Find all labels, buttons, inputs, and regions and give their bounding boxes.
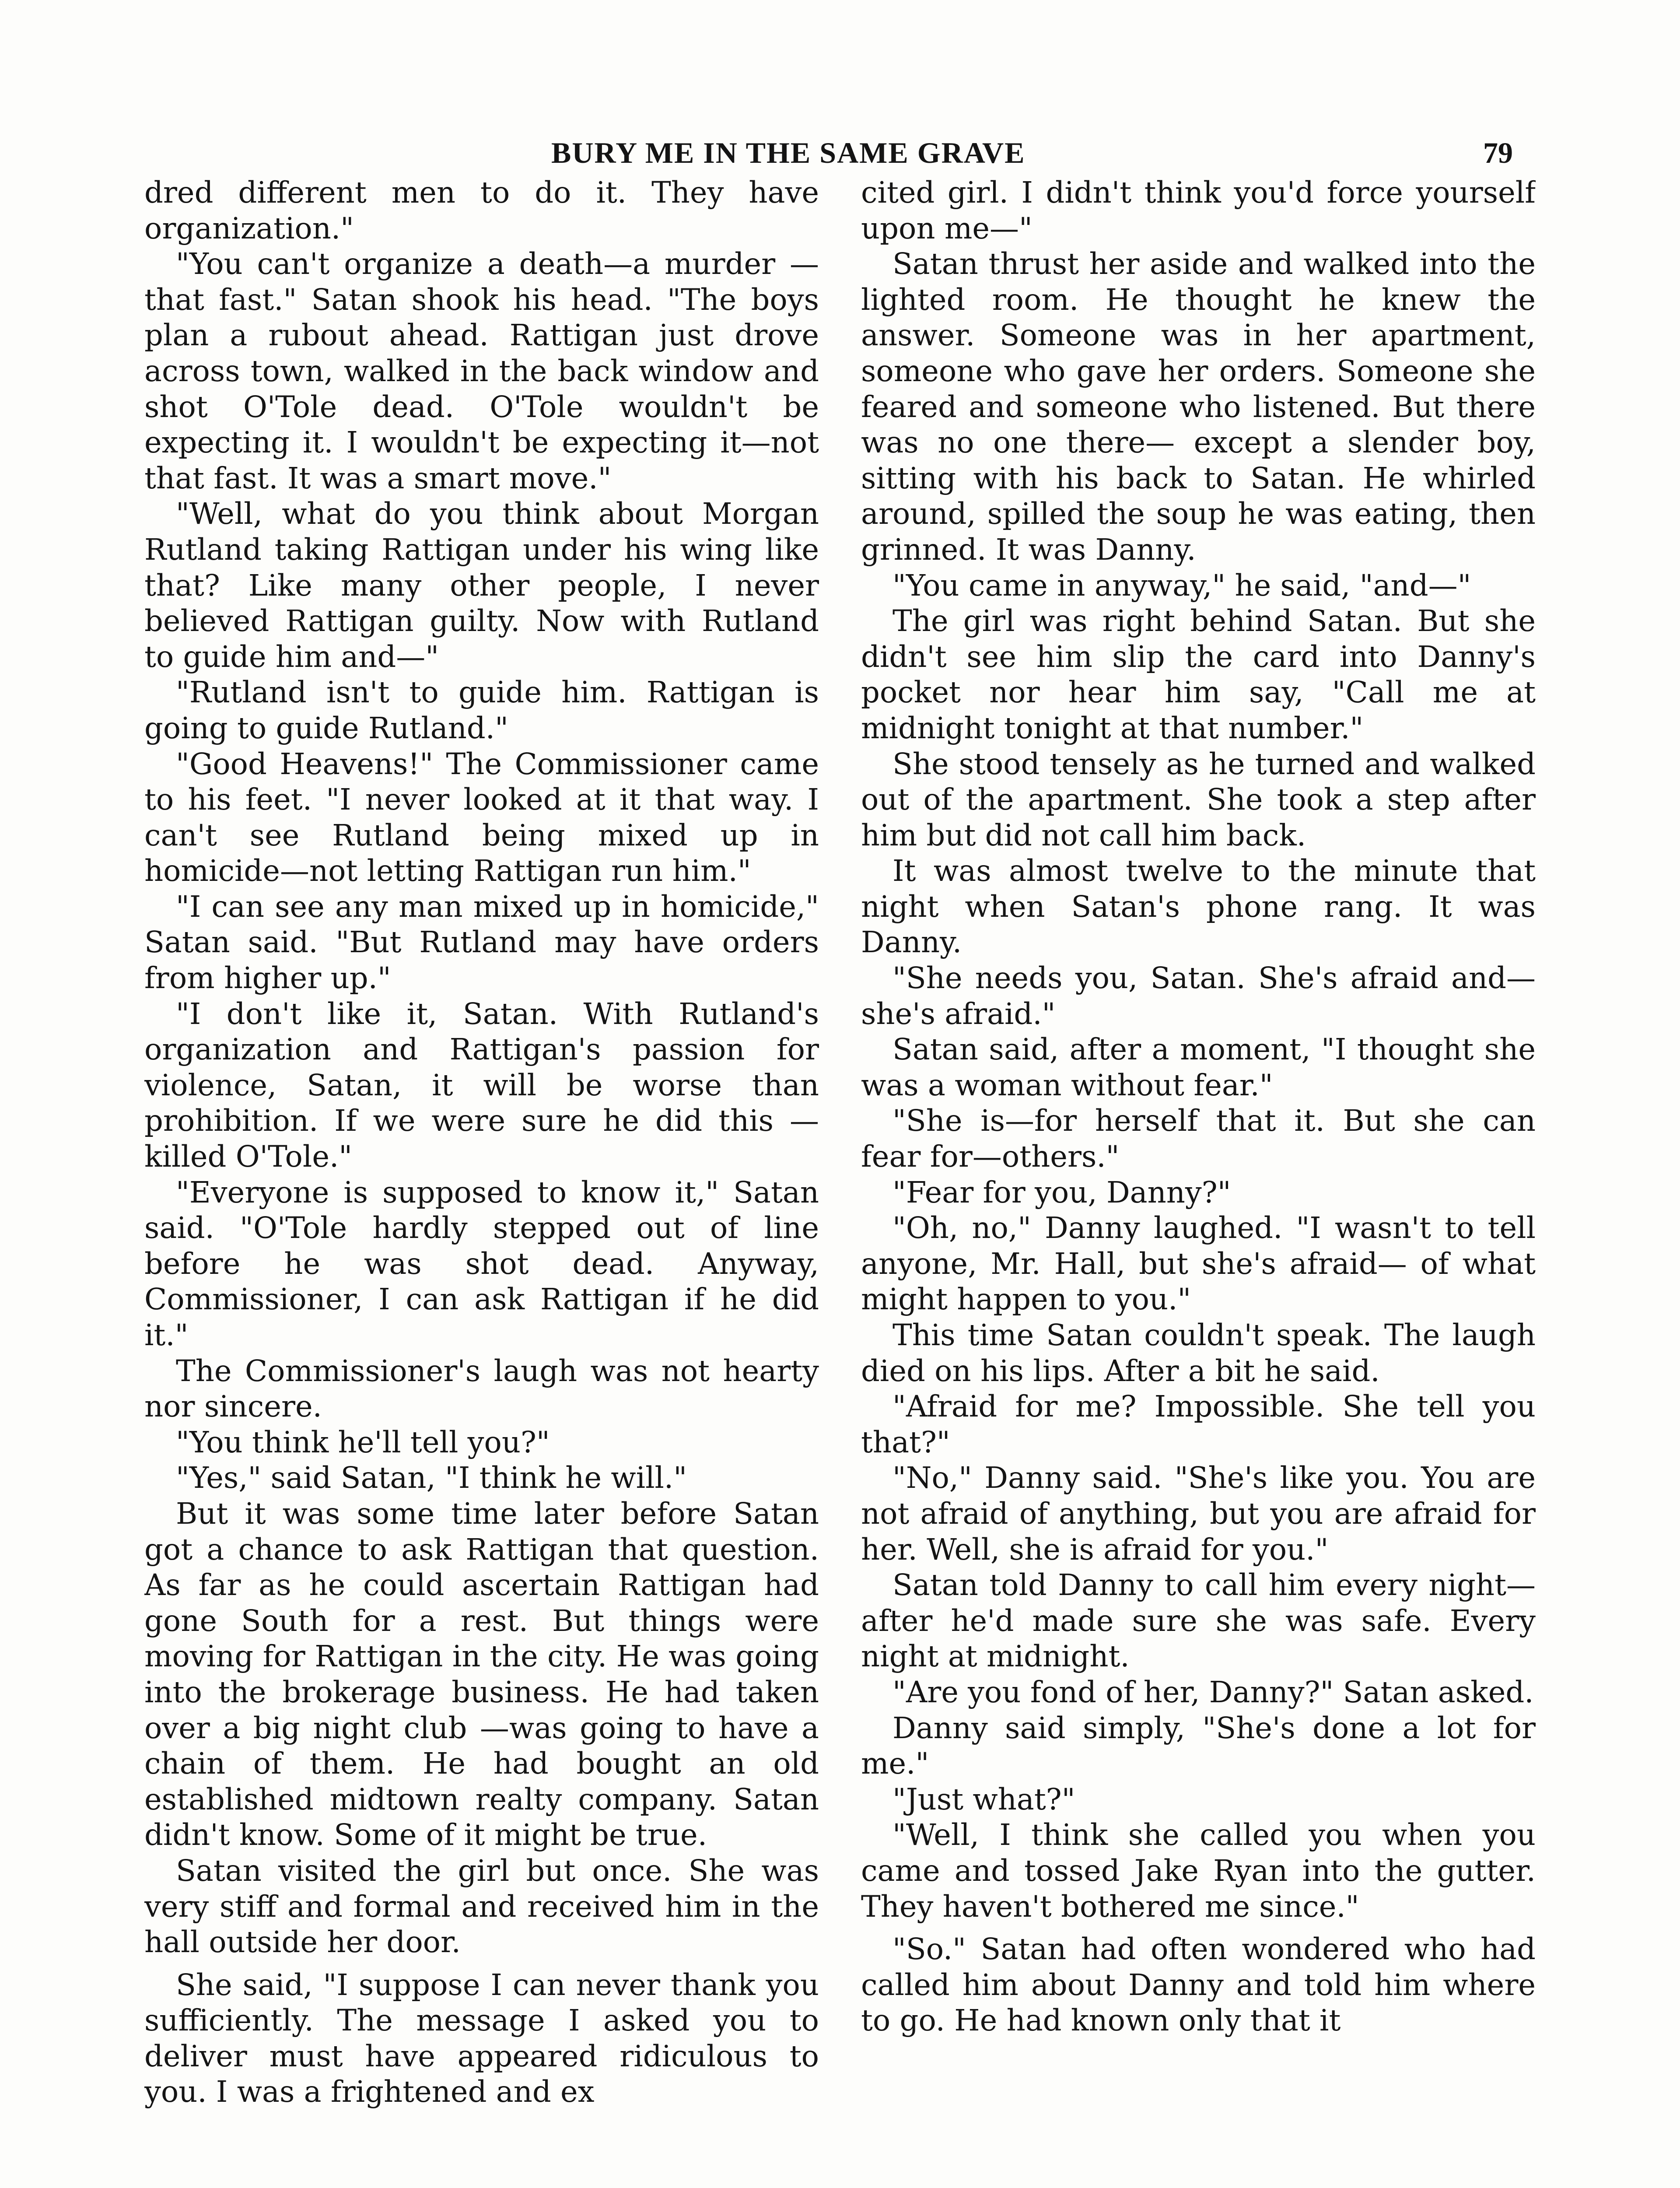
paragraph: dred different men to do it. They have organization." xyxy=(144,175,819,245)
page-number: 79 xyxy=(1483,136,1513,169)
right-column xyxy=(861,175,1536,2188)
paragraph: cited girl. I didn't think you'd force yourself upon me—" xyxy=(861,175,1536,245)
paragraph: "Fear for you, Danny?" xyxy=(892,1175,1231,1210)
paragraph: "You came in anyway," he said, "and—" xyxy=(892,568,1471,603)
paragraph: "Are you fond of her, Danny?" Satan asked. xyxy=(892,1675,1534,1709)
paragraph: "No," Danny said. "She's like you. You are not afraid of anything, but you are afraid for her. Well, she is afraid for you." xyxy=(861,1461,1536,1567)
paragraph: "Oh, no," Danny laughed. "I wasn't to tell anyone, Mr. Hall, but she's afraid— of what might happen to you." xyxy=(861,1211,1536,1317)
paragraph: She said, "I suppose I can never thank you sufficiently. The message I asked you to deliver must have appeared ridiculous to you. I was a frightened and ex xyxy=(144,1967,819,2109)
paragraph: But it was some time later before Satan got a chance to ask Rattigan that question. As far as he could ascertain Rattigan had gone South for a rest. But things were moving for Rattigan in the city. He was going into the brokerage business. He had taken over a big night club —was going to have a chain of them. He had bought an old established midtown realty company. Satan didn't know. Some of it might be true. xyxy=(144,1496,819,1852)
paragraph: She stood tensely as he turned and walked out of the apartment. She took a step after him but did not call him back. xyxy=(861,747,1536,852)
paragraph: "She needs you, Satan. She's afraid and—she's afraid." xyxy=(861,961,1536,1031)
paragraph: Satan told Danny to call him every night—after he'd made sure she was safe. Every night at midnight. xyxy=(861,1568,1536,1674)
paragraph: "Afraid for me? Impossible. She tell you that?" xyxy=(861,1389,1536,1459)
paragraph: Danny said simply, "She's done a lot for me." xyxy=(861,1711,1536,1781)
paragraph: "Well, what do you think about Morgan Rutland taking Rattigan under his wing like that? Like many other people, I never believed Rattigan guilty. Now with Rutland to guide him and—" xyxy=(144,497,819,674)
paragraph: "She is—for herself that it. But she can fear for—others." xyxy=(861,1104,1536,1174)
page-header xyxy=(551,136,1536,171)
paragraph: Satan thrust her aside and walked into the lighted room. He thought he knew the answer. Someone was in her apartment, someone who gave her orders. Someone she feared and someone who listened. But there was no one there— except a slender boy, sitting with his back to Satan. He whirled around, spilled the soup he was eating, then grinned. It was Danny. xyxy=(861,247,1536,567)
paragraph: It was almost twelve to the minute that night when Satan's phone rang. It was Danny. xyxy=(861,854,1536,960)
paragraph: The girl was right behind Satan. But she didn't see him slip the card into Danny's pocket nor hear him say, "Call me at midnight tonight at that number." xyxy=(861,604,1536,745)
paragraph: "Rutland isn't to guide him. Rattigan is going to guide Rutland." xyxy=(144,675,819,745)
paragraph: "You can't organize a death—a murder —that fast." Satan shook his head. "The boys plan a rubout ahead. Rattigan just drove across town, walked in the back window and shot O'Tole dead. O'Tole wouldn't be expecting it. I wouldn't be expecting it—not that fast. It was a smart move." xyxy=(144,247,819,495)
paragraph: "Good Heavens!" The Commissioner came to his feet. "I never looked at it that way. I can't see Rutland being mixed up in homicide—not letting Rattigan run him." xyxy=(144,747,819,888)
paragraph: This time Satan couldn't speak. The laugh died on his lips. After a bit he said. xyxy=(861,1318,1536,1388)
paragraph: The Commissioner's laugh was not hearty nor sincere. xyxy=(144,1353,819,1424)
paragraph: "Yes," said Satan, "I think he will." xyxy=(176,1461,687,1495)
paragraph: "You think he'll tell you?" xyxy=(176,1425,550,1459)
running-title: BURY ME IN THE SAME GRAVE xyxy=(551,136,1026,169)
paragraph: "I can see any man mixed up in homicide," Satan said. "But Rutland may have orders from higher up." xyxy=(144,889,819,996)
paragraph: Satan said, after a moment, "I thought she was a woman without fear." xyxy=(861,1032,1536,1102)
paragraph: "Everyone is supposed to know it," Satan said. "O'Tole hardly stepped out of line before he was shot dead. Anyway, Commissioner, I can ask Rattigan if he did it." xyxy=(144,1175,819,1352)
paragraph: "So." Satan had often wondered who had called him about Danny and told him where to go. He had known only that it xyxy=(861,1932,1536,2038)
paragraph: "Just what?" xyxy=(892,1782,1075,1816)
left-column xyxy=(144,175,819,2188)
paragraph: "I don't like it, Satan. With Rutland's organization and Rattigan's passion for violence, Satan, it will be worse than prohibition. If we were sure he did this —killed O'Tole." xyxy=(144,996,819,1174)
paragraph: "Well, I think she called you when you came and tossed Jake Ryan into the gutter. They haven't bothered me since." xyxy=(861,1818,1536,1924)
paragraph: Satan visited the girl but once. She was very stiff and formal and received him in the hall outside her door. xyxy=(144,1853,819,1960)
